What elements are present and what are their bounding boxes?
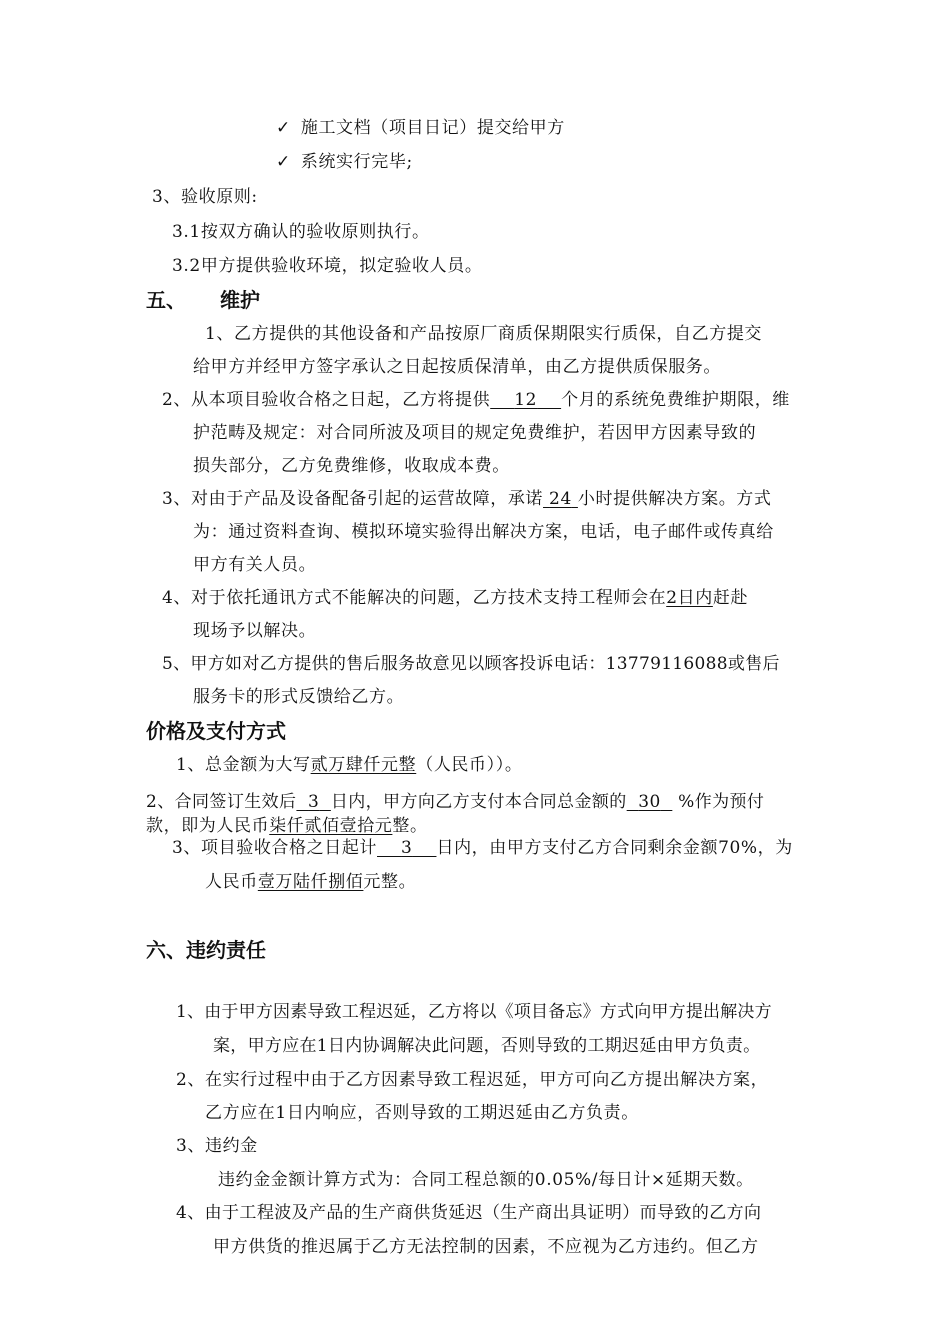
checklist-item xyxy=(276,150,413,174)
blank-days xyxy=(377,838,436,858)
text: 款，即为人民币 xyxy=(146,816,270,836)
heading-number: 五、 xyxy=(146,288,186,312)
blank-months xyxy=(490,390,561,410)
checkmark-icon: ✓ xyxy=(276,152,291,172)
paragraph-line: 3、违约金 xyxy=(176,1136,258,1156)
paragraph-line: 案，甲方应在1日内协调解决此问题，否则导致的工期迟延由甲方负责。 xyxy=(213,1036,761,1056)
paragraph-line xyxy=(146,790,764,814)
section-heading-payment: 价格及支付方式 xyxy=(146,719,286,743)
paragraph-line xyxy=(176,753,522,777)
text: 2、合同签订生效后 xyxy=(146,792,297,812)
text: 2、从本项目验收合格之日起，乙方将提供 xyxy=(162,390,491,410)
paragraph-line: 损失部分，乙方免费维修，收取成本费。 xyxy=(193,456,510,476)
checklist-item xyxy=(276,116,565,140)
text: 赶赴 xyxy=(712,588,749,608)
paragraph-line: 乙方应在1日内响应，否则导致的工期迟延由乙方负责。 xyxy=(205,1103,639,1123)
acceptance-heading: 3、验收原则: xyxy=(152,187,258,207)
checklist-text: 系统实行完毕; xyxy=(300,152,413,172)
paragraph-line: 2、在实行过程中由于乙方因素导致工程迟延，甲方可向乙方提出解决方案， xyxy=(176,1070,769,1090)
paragraph-line: 1、由于甲方因素导致工程迟延，乙方将以《项目备忘》方式向甲方提出解决方 xyxy=(176,1002,772,1022)
text: 整。 xyxy=(392,816,428,836)
days-value: 3 xyxy=(401,838,413,858)
text: 日内，由甲方支付乙方合同剩余金额70%，为 xyxy=(436,838,793,858)
text: 元整。 xyxy=(363,872,417,892)
remaining-amount: 壹万陆仟捌佰 xyxy=(257,872,364,892)
blank-hours xyxy=(543,489,578,509)
checklist-text: 施工文档（项目日记）提交给甲方 xyxy=(300,118,565,138)
text: 3、项目验收合格之日起计 xyxy=(172,838,378,858)
text: 个月的系统免费维护期限，维 xyxy=(561,390,790,410)
heading-text: 维护 xyxy=(220,288,260,312)
paragraph-line xyxy=(146,814,428,838)
acceptance-item: 3.2甲方提供验收环境，拟定验收人员。 xyxy=(172,256,483,276)
total-amount: 贰万肆仟元整 xyxy=(310,755,417,775)
days-value: 3 xyxy=(308,792,320,812)
text: 小时提供解决方案。方式 xyxy=(577,489,772,509)
percent-value: 30 xyxy=(638,792,661,812)
paragraph-line: 现场予以解决。 xyxy=(193,621,317,641)
text: （人民币））。 xyxy=(416,755,523,775)
blank-days: 2日内 xyxy=(666,588,713,608)
advance-amount: 柒仟贰佰壹拾元 xyxy=(269,816,393,836)
paragraph-line xyxy=(162,388,790,412)
paragraph-line: 5、甲方如对乙方提供的售后服务故意见以顾客投诉电话：13779116088或售后 xyxy=(162,654,780,674)
paragraph-line: 1、乙方提供的其他设备和产品按原厂商质保期限实行质保，自乙方提交 xyxy=(205,324,763,344)
section-heading-breach: 六、违约责任 xyxy=(146,938,266,962)
paragraph-line xyxy=(162,586,748,610)
blank-percent xyxy=(627,792,673,812)
section-heading-maintenance xyxy=(146,287,260,313)
paragraph-line: 给甲方并经甲方签字承认之日起按质保清单，由乙方提供质保服务。 xyxy=(193,357,721,377)
text: 1、总金额为大写 xyxy=(176,755,311,775)
paragraph-line xyxy=(172,836,793,860)
paragraph-line: 甲方有关人员。 xyxy=(193,555,317,575)
acceptance-item: 3.1按双方确认的验收原则执行。 xyxy=(172,222,430,242)
text: 4、对于依托通讯方式不能解决的问题，乙方技术支持工程师会在 xyxy=(162,588,667,608)
paragraph-line: 护范畴及规定：对合同所波及项目的规定免费维护，若因甲方因素导致的 xyxy=(193,423,757,443)
paragraph-line: 甲方供货的推迟属于乙方无法控制的因素，不应视为乙方违约。但乙方 xyxy=(213,1237,759,1257)
blank-days xyxy=(296,792,330,812)
checkmark-icon: ✓ xyxy=(276,118,291,138)
paragraph-line: 服务卡的形式反馈给乙方。 xyxy=(193,687,405,707)
paragraph-line: 为：通过资料查询、模拟环境实验得出解决方案，电话，电子邮件或传真给 xyxy=(193,522,774,542)
months-value: 12 xyxy=(514,390,538,410)
text: 人民币 xyxy=(205,872,258,892)
text: 日内，甲方向乙方支付本合同总金额的 xyxy=(330,792,627,812)
text: %作为预付 xyxy=(678,792,765,812)
paragraph-line: 4、由于工程波及产品的生产商供货延迟（生产商出具证明）而导致的乙方向 xyxy=(176,1203,762,1223)
paragraph-line: 违约金金额计算方式为：合同工程总额的0.05%/每日计×延期天数。 xyxy=(218,1170,754,1190)
paragraph-line xyxy=(162,487,772,511)
hours-value: 24 xyxy=(549,489,572,509)
paragraph-line xyxy=(205,870,416,894)
text: 3、对由于产品及设备配备引起的运营故障，承诺 xyxy=(162,489,544,509)
